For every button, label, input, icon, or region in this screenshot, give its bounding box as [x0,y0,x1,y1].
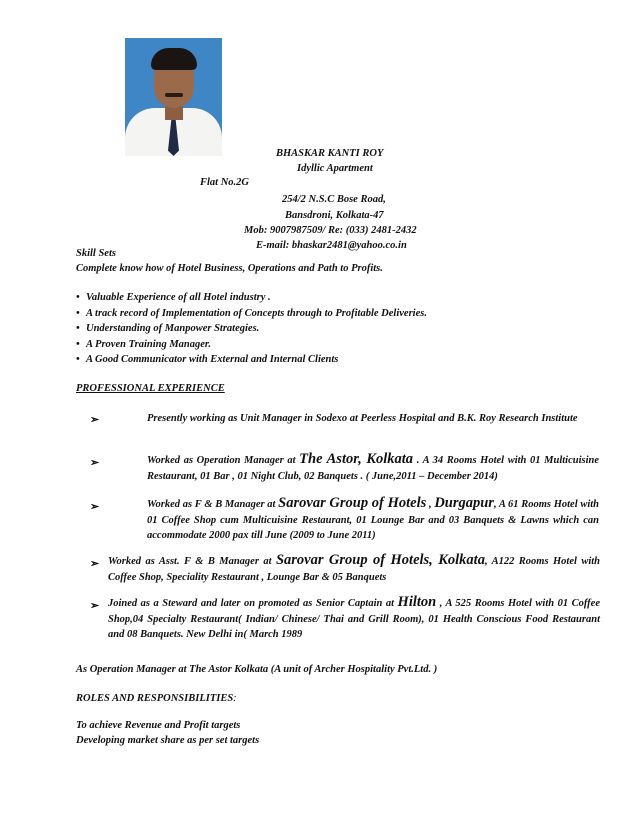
address-line-1: Idyllic Apartment [297,163,373,174]
skill-bullet: • Understanding of Manpower Strategies. [76,323,260,334]
hotel-name: Sarovar Group of Hotels [278,495,427,511]
skill-bullet: • A track record of Implementation of Concepts through to Profitable Deliveries. [76,308,427,319]
contact-phone: Mob: 9007987509/ Re: (033) 2481-2432 [244,225,417,236]
profile-photo [125,38,222,156]
experience-item [147,452,599,484]
hotel-name: The Astor, Kolkata [299,451,414,467]
skill-text: A track record of Implementation of Concepts through to Profitable Deliveries. [86,308,427,319]
address-line-2: 254/2 N.S.C Bose Road, [282,194,386,205]
skill-text: A Proven Training Manager. [86,339,212,350]
experience-text: Presently working as Unit Manager in Sodexo at Peerless Hospital and B.K. Roy Research Institute [147,413,578,424]
skill-bullet: • Valuable Experience of all Hotel industry . [76,292,271,303]
experience-text: Joined as a Steward and later on promoted as Senior Captain at [108,598,398,609]
arrow-bullet-icon: ➢ [90,414,100,426]
applicant-name: BHASKAR KANTI ROY [276,148,384,159]
contact-email: E-mail: bhaskar2481@yahoo.co.in [256,240,407,251]
hotel-name: Sarovar Group of Hotels, Kolkata [275,552,485,568]
skill-text: Understanding of Manpower Strategies. [86,323,260,334]
address-line-3: Bansdroni, Kolkata-47 [285,210,384,221]
arrow-bullet-icon: ➢ [90,558,100,570]
roles-heading: ROLES AND RESPONSIBILITIES [76,693,234,704]
roles-colon: : [233,693,237,704]
hotel-location: Durgapur [434,495,494,511]
role-item: To achieve Revenue and Profit targets [76,720,241,731]
experience-text: . A 34 Rooms Hotel with 01 Multicuisine Restaurant, 01 Bar , 01 Night Club, 02 Banquets . ( June,2011 – December 2014) [147,455,600,482]
current-role: As Operation Manager at The Astor Kolkata (A unit of Archer Hospitality Pvt.Ltd. ) [76,664,438,675]
experience-item [147,411,599,427]
experience-text: Worked as Operation Manager at [147,455,300,466]
experience-text: , A 61 Rooms Hotel with 01 Coffee Shop cum Multicuisine Restaurant, 01 Lounge Bar and 03 Banquets & Lawns which can accommodate 2000 pax till June (2009 to June 2011) [147,499,599,541]
skill-bullet: • A Proven Training Manager. [76,339,212,350]
arrow-bullet-icon: ➢ [90,457,100,469]
role-item: Developing market share as per set targets [76,735,260,746]
skills-summary: Complete know how of Hotel Business, Operations and Path to Profits. [76,263,383,274]
roles-heading-line [76,693,237,704]
experience-text: , A 525 Rooms Hotel with 01 Coffee Shop,04 Specialty Restaurant( Indian/ Chinese/ Thai and Grill Room), 01 Health Conscious Food Restaurant and 08 Banquets. New Delhi in( March 1989 [108,598,600,640]
experience-item [108,553,600,585]
photo-hair [151,48,197,70]
experience-text: , A122 Rooms Hotel with Coffee Shop, Speciality Restaurant , Lounge Bar & 05 Banquets [108,556,601,583]
address-flat: Flat No.2G [200,177,250,188]
arrow-bullet-icon: ➢ [90,600,100,612]
skill-text: A Good Communicator with External and Internal Clients [86,354,339,365]
experience-text: Worked as F & B Manager at [147,499,279,510]
skills-heading: Skill Sets [76,248,116,259]
skill-text: Valuable Experience of all Hotel industry . [86,292,271,303]
experience-item [108,595,600,643]
experience-heading: PROFESSIONAL EXPERIENCE [76,383,225,394]
photo-mustache [165,93,183,97]
skill-bullet: • A Good Communicator with External and Internal Clients [76,354,339,365]
hotel-name: Hilton [397,594,437,610]
experience-item [147,496,599,544]
arrow-bullet-icon: ➢ [90,501,100,513]
experience-text: , [426,499,435,510]
experience-text: Worked as Asst. F & B Manager at [108,556,276,567]
